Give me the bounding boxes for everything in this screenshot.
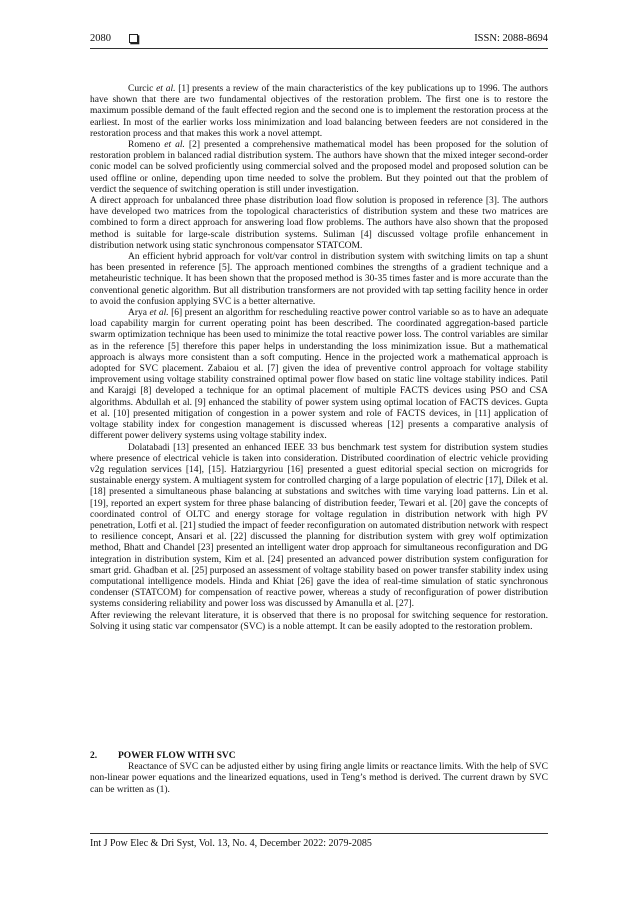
body-text xyxy=(90,84,548,633)
square-bullet-icon xyxy=(129,34,138,43)
header-rule xyxy=(90,48,548,49)
section-power-flow xyxy=(90,751,548,796)
issn-label: ISSN: 2088-8694 xyxy=(474,32,548,44)
section-number: 2. xyxy=(90,751,98,761)
paragraph: Romeno et al. [2] presented a comprehensive mathematical model has been proposed for the solution of restoration problem in balanced radial distribution system. The authors have shown that the mixed integer second-order conic model can be solved proficiently using commercial solved and the proposed model and proposed solution can be used offline or online, depending upon time needed to solve the problem. But they pointed out that the problem of verdict the sequence of switching operation is still under investigation. xyxy=(90,140,549,195)
section-paragraph: Reactance of SVC can be adjusted either by using firing angle limits or reactance limits. With the help of SVC non-linear power equations and the linearized equations, used in Teng’s method is derived. The current drawn by SVC can be written as (1). xyxy=(90,762,548,795)
paragraph: Curcic et al. [1] presents a review of the main characteristics of the key publications up to 1996. The authors have shown that there are two fundamental objectives of the restoration problem. The first one is to restore the maximum possible demand of the fault effected region and the second one is to implement the restoration process at the earliest. In most of the earlier works loss minimization and load balancing between feeders are not considered in the restoration process and that makes this work a novel attempt. xyxy=(90,84,549,139)
section-title: POWER FLOW WITH SVC xyxy=(118,751,236,761)
paragraph: A direct approach for unbalanced three phase distribution load flow solution is proposed in reference [3]. The authors have developed two matrices from the topological characteristics of distribution system and these two matrices are combined to form a direct approach for answering load flow problems. The authors have also shown that the proposed method is suitable for large-scale distribution systems. Suliman [4] discussed voltage profile enhancement in distribution network using static synchronous compensator STATCOM. xyxy=(90,196,548,251)
paragraph: Arya et al. [6] present an algorithm for rescheduling reactive power control variable so as to have an adequate load capability margin for current operating point has been described. The coordinated aggregation-based particle swarm optimization technique has been used to minimize the total reactive power loss. The control variables are similar as in the reference [5] therefore this paper helps in understanding the loss minimization issue. But a mathematical approach is always more consistent than a soft computing. Hence in the projected work a mathematical approach is adopted for SVC placement. Zabaiou et al. [7] given the idea of preventive control approach for voltage stability improvement using voltage stability constrained optimal power flow based on static line voltage stability indices. Patil and Karajgi [8] developed a technique for an optimal placement of multiple FACTS devices using PSO and CSA algorithms. Abdullah et al. [9] enhanced the stability of power system using optimal location of FACTS devices. Gupta et al. [10] presented mitigation of congestion in a power system and role of FACTS devices, in [11] application of voltage stability index for congestion management is discussed whereas [12] presents a comparative analysis of different power delivery systems using voltage stability index. xyxy=(90,308,548,442)
page-header xyxy=(90,30,548,46)
section-heading xyxy=(90,751,548,762)
paragraph: An efficient hybrid approach for volt/var control in distribution system with switching limits on tap a shunt has been presented in reference [5]. The approach mentioned combines the strengths of a gradient technique and a metaheuristic technique. It has been shown that the proposed method is 30-35 times faster and is more accurate than the conventional genetic algorithm. But all distribution transformers are not provided with tap setting facility hence in order to avoid the confusion applying SVC is a better alternative. xyxy=(90,252,548,307)
paragraph: After reviewing the relevant literature, it is observed that there is no proposal for switching sequence for restoration. Solving it using static var compensator (SVC) is a noble attempt. It can be easily adopted to the restoration problem. xyxy=(90,610,548,632)
journal-footer: Int J Pow Elec & Dri Syst, Vol. 13, No. 4, December 2022: 2079-2085 xyxy=(90,838,372,849)
paragraph: Dolatabadi [13] presented an enhanced IEEE 33 bus benchmark test system for distribution system studies where presence of electrical vehicle is taken into consideration. Distributed coordination of electric vehicle providing v2g regulation services [14], [15]. Hatziargyriou [16] presented a guest editorial special section on microgrids for sustainable energy system. A multiagent system for controlled charging of a large population of electric [17], Dilek et al. [18] presented a simultaneous phase balancing at substations and switches with time varying load patterns. Lin et al. [19], reported an expert system for three phase balancing of distribution feeder, Tewari et al. [20] gave the concepts of coordinated control of OLTC and energy storage for voltage regulation in distribution network with high PV penetration, Lotfi et al. [21] studied the impact of feeder reconfiguration on automated distribution network with respect to resilience concept, Ansari et al. [22] discussed the planning for distribution system with grey wolf optimization method, Bhatt and Chandel [23] presented an intelligent water drop approach for simultaneous reconfiguration and DG integration in distribution system, Kim et al. [24] presented an advanced power distribution system configuration for smart grid. Ghadban et al. [25] purposed an assessment of voltage stability based on power transfer stability index using computational intelligence models. Hinda and Khiat [26] gave the idea of real-time simulation of static synchronous condenser (STATCOM) for compensation of reactive power, whereas a study of reconfiguration of power distribution systems considering reliability and power loss was discussed by Amanulla et al. [27]. xyxy=(90,442,548,610)
page-number: 2080 xyxy=(90,32,111,44)
footer-rule xyxy=(90,833,548,834)
